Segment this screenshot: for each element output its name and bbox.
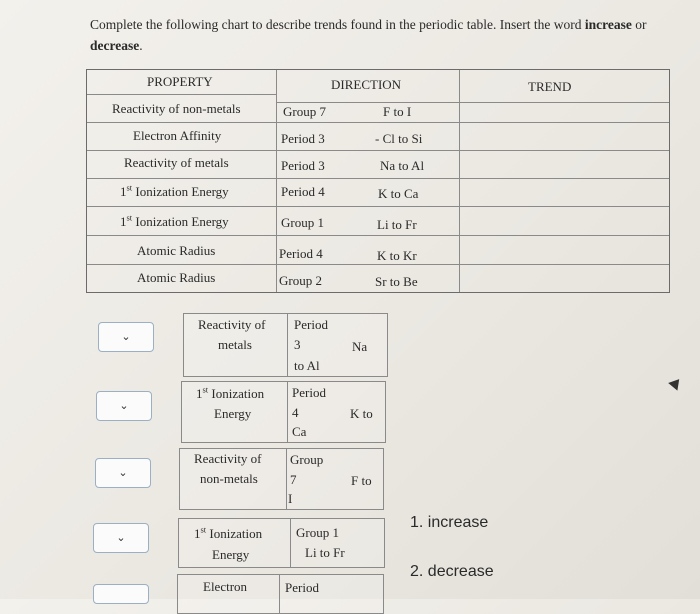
match-2-value-line1: Period xyxy=(292,385,326,400)
instructions-period: . xyxy=(139,38,143,53)
header-direction: DIRECTION xyxy=(331,77,402,92)
instructions-or: or xyxy=(631,17,647,32)
row-5-direction: Li to Fr xyxy=(377,217,417,232)
header-property: PROPERTY xyxy=(147,74,213,89)
row-7-group: Group 2 xyxy=(279,273,322,288)
row-7-property: Atomic Radius xyxy=(137,270,216,285)
match-3-label-line1: Reactivity of xyxy=(194,451,262,466)
match-3-label-line2: non-metals xyxy=(200,471,258,486)
row-1-property: Reactivity of non-metals xyxy=(112,101,241,116)
match-4-label-line1: 1st Ionization xyxy=(194,524,263,541)
row-3-direction: Na to Al xyxy=(380,158,425,173)
header-trend: TREND xyxy=(528,79,572,94)
match-1-label-line1: Reactivity of xyxy=(198,317,266,332)
row-5-group: Group 1 xyxy=(281,215,324,230)
match-2-label-line2: Energy xyxy=(214,406,252,421)
row-6-property: Atomic Radius xyxy=(137,243,216,258)
row-3-property: Reactivity of metals xyxy=(124,155,229,170)
row-6-group: Period 4 xyxy=(279,246,323,261)
trend-dropdown-1[interactable] xyxy=(98,322,154,352)
row-4-property: 1st Ionization Energy xyxy=(120,182,229,199)
trend-dropdown-5[interactable] xyxy=(93,584,149,604)
chevron-down-icon: ⌄ xyxy=(116,530,126,544)
row-4-group: Period 4 xyxy=(281,184,325,199)
row-2-direction: - Cl to Si xyxy=(375,131,423,146)
match-1-value-line2: 3 xyxy=(294,337,301,352)
row-3-group: Period 3 xyxy=(281,158,325,173)
match-2-value-line3: Ca xyxy=(292,424,307,439)
match-4-label-line2: Energy xyxy=(212,547,250,562)
match-1-value-side: Na xyxy=(352,339,368,354)
row-4-direction: K to Ca xyxy=(378,186,419,201)
row-1-direction: F to I xyxy=(383,104,412,119)
row-6-direction: K to Kr xyxy=(377,248,417,263)
answer-option-increase[interactable]: 1. increase xyxy=(410,514,489,531)
word-decrease: decrease xyxy=(90,38,140,53)
match-4-value-line1: Group 1 xyxy=(296,525,339,540)
row-1-group: Group 7 xyxy=(283,104,326,119)
instructions-text: Complete the following chart to describe trends found in the periodic table. Insert the word xyxy=(90,17,585,32)
row-7-direction: Sr to Be xyxy=(375,274,418,289)
trend-dropdown-4[interactable] xyxy=(93,523,149,553)
row-5-property: 1st Ionization Energy xyxy=(120,212,229,229)
chevron-down-icon: ⌄ xyxy=(118,465,128,479)
row-2-group: Period 3 xyxy=(281,131,325,146)
match-3-value-line3: I xyxy=(288,491,293,506)
match-3-value-line1: Group xyxy=(290,452,324,467)
match-1-value-line3: to Al xyxy=(294,358,320,373)
trend-dropdown-3[interactable] xyxy=(95,458,151,488)
chevron-down-icon: ⌄ xyxy=(121,329,131,343)
match-2-label-line1: 1st Ionization xyxy=(196,384,265,401)
match-2-value-side: K to xyxy=(350,406,373,421)
match-4-value-line2: Li to Fr xyxy=(305,545,345,560)
match-2-value-line2: 4 xyxy=(292,405,299,420)
match-1-value-line1: Period xyxy=(294,317,328,332)
chevron-down-icon: ⌄ xyxy=(119,398,129,412)
instructions xyxy=(90,14,695,56)
match-5-value-line1: Period xyxy=(285,580,319,595)
trend-dropdown-2[interactable] xyxy=(96,391,152,421)
match-3-value-side: F to xyxy=(351,473,372,488)
mouse-cursor-icon xyxy=(668,375,684,390)
word-increase: increase xyxy=(584,17,632,32)
trends-chart xyxy=(86,69,670,293)
match-5-label-line1: Electron xyxy=(203,579,248,594)
match-1-label-line2: metals xyxy=(218,337,252,352)
row-2-property: Electron Affinity xyxy=(133,128,222,143)
answer-option-decrease[interactable]: 2. decrease xyxy=(410,563,494,580)
match-3-value-line2: 7 xyxy=(290,472,297,487)
